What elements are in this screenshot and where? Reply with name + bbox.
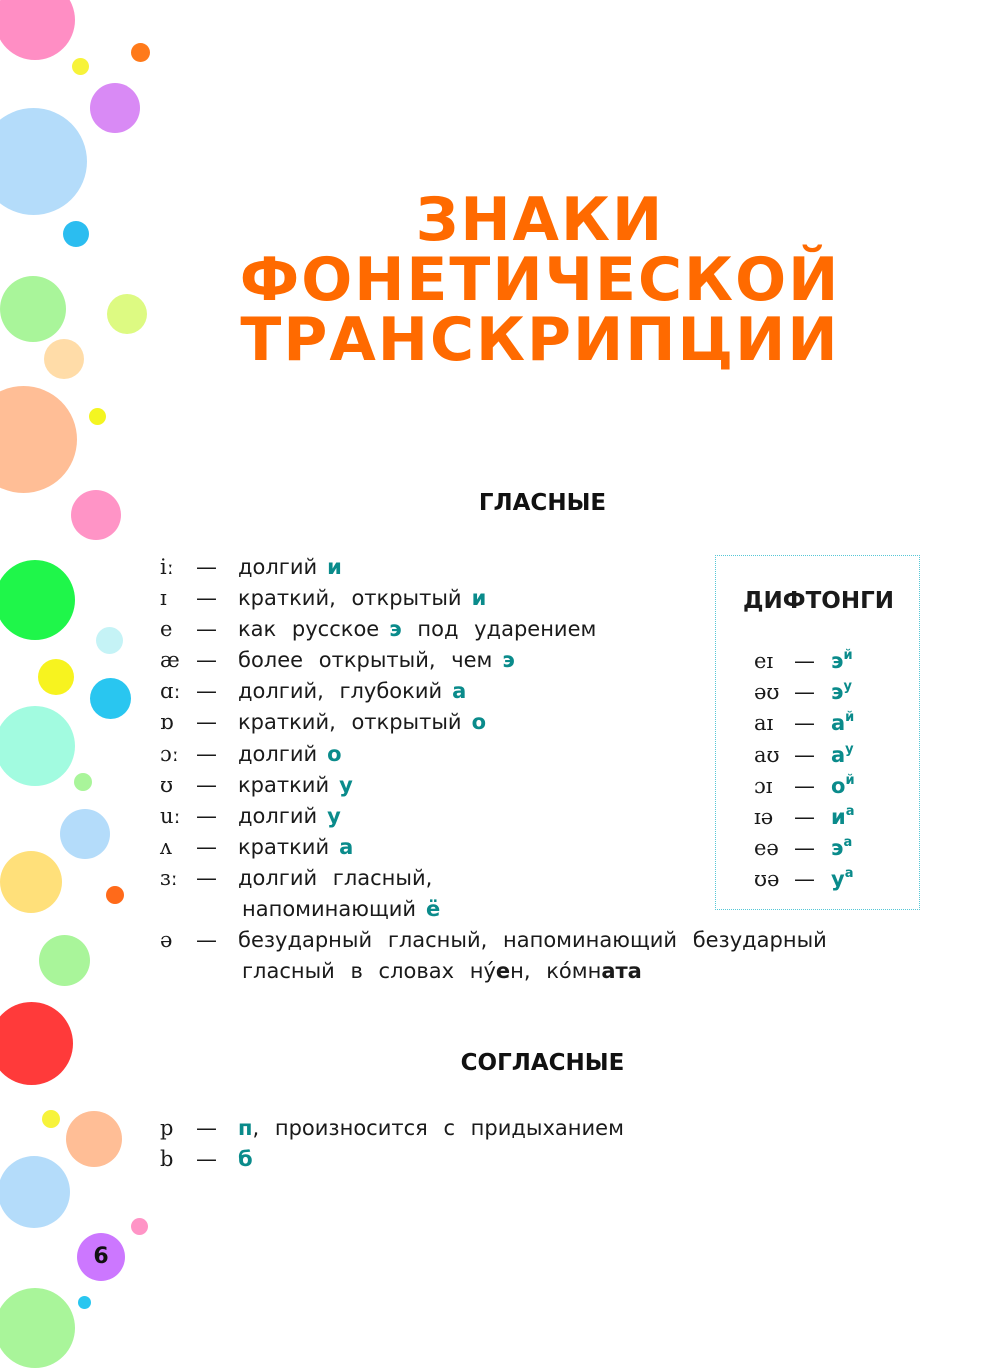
dash: — (794, 867, 815, 891)
superscript: у (843, 679, 852, 694)
description: н, ко́мн (510, 959, 602, 983)
consonants-heading: СОГЛАСНЫЕ (460, 1050, 625, 1076)
russian-equivalent: и (831, 805, 846, 829)
russian-equivalent: а (339, 835, 354, 859)
russian-equivalent: и (327, 555, 342, 579)
phonetic-symbol: ʊ (160, 773, 174, 797)
phonetic-symbol: e (160, 617, 173, 641)
phonetic-symbol: əʊ (754, 680, 780, 704)
dash: — (196, 1116, 217, 1140)
russian-equivalent: б (238, 1147, 253, 1171)
phonetic-symbol: ʊə (754, 867, 780, 891)
phonetic-symbol: ɒ (160, 710, 174, 734)
dash: — (196, 710, 217, 734)
description: как русское (238, 617, 380, 641)
vowels-heading: ГЛАСНЫЕ (478, 490, 607, 516)
dash: — (794, 711, 815, 735)
superscript: й (845, 710, 855, 725)
dash: — (794, 836, 815, 860)
phonetic-symbol: uː (160, 804, 181, 828)
dash: — (196, 648, 217, 672)
phonetic-symbol: ɪə (754, 805, 774, 829)
dash: — (196, 742, 217, 766)
title-line-2: ФОНЕТИЧЕСКОЙ (239, 245, 841, 315)
phonetic-symbol: p (160, 1116, 174, 1140)
russian-equivalent: у (327, 804, 341, 828)
russian-equivalent: э (389, 617, 402, 641)
superscript: й (845, 773, 855, 788)
phonetic-symbol: ɜː (160, 866, 178, 890)
list-item-continuation (242, 956, 642, 987)
dash: — (196, 804, 217, 828)
dash: — (196, 679, 217, 703)
superscript: у (845, 742, 854, 757)
list-item-continuation (242, 894, 440, 925)
russian-equivalent: э (831, 649, 844, 673)
description: долгий (238, 555, 318, 579)
russian-equivalent: о (831, 774, 846, 798)
phonetic-symbol: ɔɪ (754, 774, 773, 798)
phonetic-symbol: eɪ (754, 649, 774, 673)
phonetic-symbol: ə (160, 928, 173, 952)
dash: — (196, 773, 217, 797)
russian-equivalent: а (831, 711, 846, 735)
bold-letter: а (627, 959, 642, 983)
superscript: а (845, 804, 855, 819)
diphthongs-heading: ДИФТОНГИ (743, 588, 894, 614)
description: краткий, открытый (238, 586, 462, 610)
russian-equivalent: о (327, 742, 342, 766)
russian-equivalent: э (831, 836, 844, 860)
description: долгий (238, 742, 318, 766)
description: краткий (238, 773, 330, 797)
russian-equivalent: п (238, 1116, 253, 1140)
bold-letter: е (495, 959, 511, 983)
description: , произносится с придыханием (252, 1116, 624, 1140)
page-title (220, 185, 860, 375)
phonetic-symbol: æ (160, 648, 180, 672)
dash: — (196, 928, 217, 952)
description: долгий (238, 804, 318, 828)
dash: — (196, 555, 217, 579)
phonetic-symbol: aɪ (754, 711, 774, 735)
dash: — (794, 805, 815, 829)
description: долгий, глубокий (238, 679, 443, 703)
superscript: а (843, 835, 853, 850)
description: безударный гласный, напоминающий безударный (238, 928, 827, 952)
russian-equivalent: э (502, 648, 515, 672)
russian-equivalent: о (471, 710, 487, 734)
description: гласный в словах ну́ (242, 959, 496, 983)
phonetic-symbol: b (160, 1147, 174, 1171)
dash: — (196, 866, 217, 890)
dash: — (794, 743, 815, 767)
title-line-1: ЗНАКИ (415, 185, 665, 255)
bold-letter: ат (601, 959, 628, 983)
page-number: 6 (77, 1233, 125, 1281)
dash: — (794, 649, 815, 673)
title-line-3: ТРАНСКРИПЦИИ (240, 305, 840, 375)
phonetic-symbol: iː (160, 555, 174, 579)
description: напоминающий (242, 897, 417, 921)
phonetic-symbol: ʌ (160, 835, 172, 859)
dash: — (196, 586, 217, 610)
phonetic-symbol: aʊ (754, 743, 780, 767)
dash: — (196, 1147, 217, 1171)
superscript: а (844, 866, 854, 881)
dash: — (794, 680, 815, 704)
description: долгий гласный, (238, 866, 433, 890)
description: краткий (238, 835, 330, 859)
phonetic-symbol: ɑː (160, 679, 181, 703)
dash: — (794, 774, 815, 798)
phonetic-symbol: ɔː (160, 742, 179, 766)
russian-equivalent: ё (426, 897, 441, 921)
description: более открытый, чем (238, 648, 493, 672)
phonetic-symbol: ɪ (160, 586, 167, 610)
russian-equivalent: а (831, 743, 846, 767)
dash: — (196, 835, 217, 859)
diphthongs-box (715, 555, 920, 910)
phonetic-symbol: eə (754, 836, 779, 860)
description: краткий, открытый (238, 710, 462, 734)
description-after: под ударением (417, 617, 597, 641)
russian-equivalent: у (339, 773, 353, 797)
russian-equivalent: э (831, 680, 844, 704)
russian-equivalent: у (831, 867, 845, 891)
superscript: й (843, 648, 853, 663)
russian-equivalent: а (452, 679, 467, 703)
russian-equivalent: и (471, 586, 487, 610)
dash: — (196, 617, 217, 641)
